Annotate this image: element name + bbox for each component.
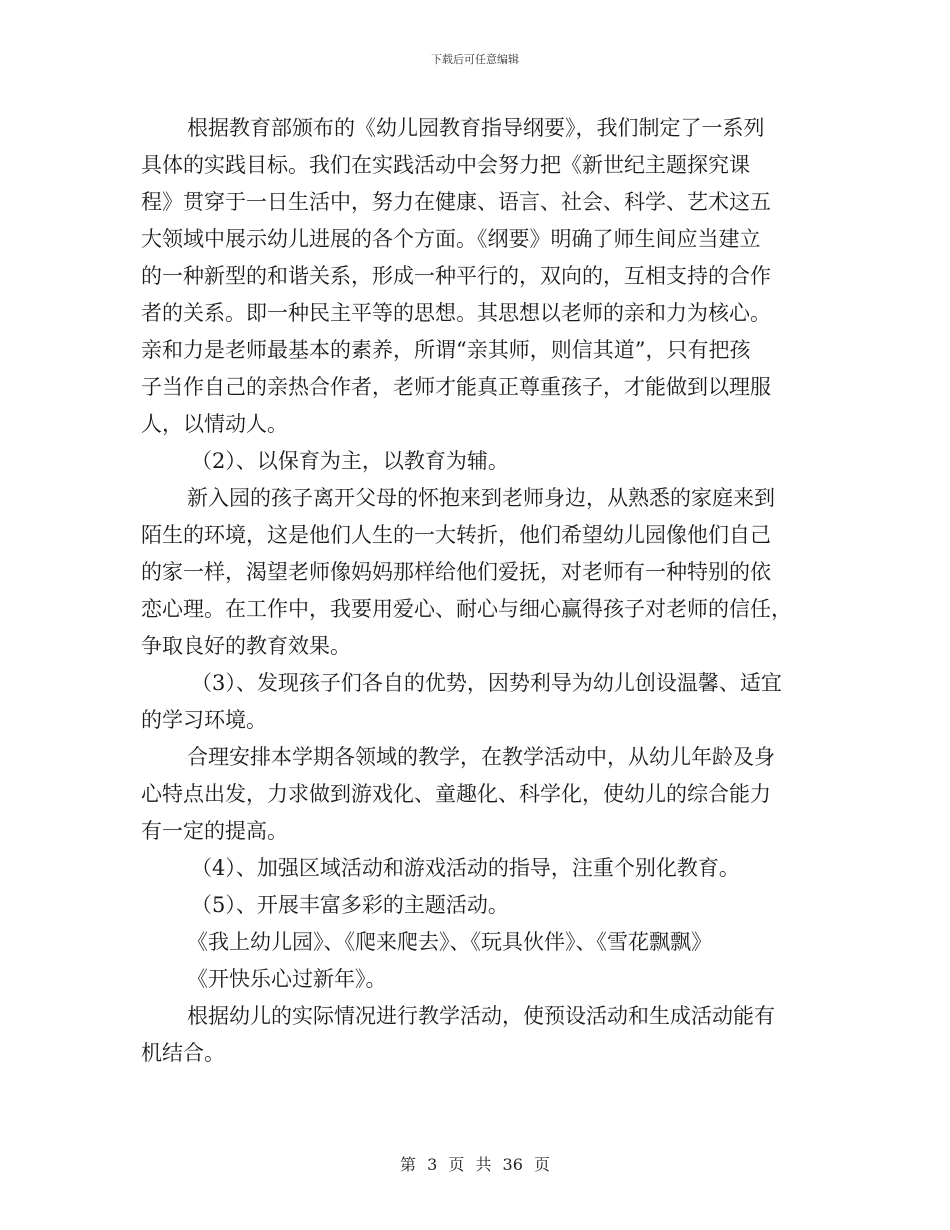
- paragraph-line: 心特点出发，力求做到游戏化、童趣化、科学化，使幼儿的综合能力: [141, 782, 771, 806]
- document-body: [141, 110, 809, 1072]
- paragraph-line: 的家一样，渴望老师像妈妈那样给他们爱抚，对老师有一种特别的依: [141, 560, 771, 584]
- paragraph-line: 子当作自己的亲热合作者，老师才能真正尊重孩子，才能做到以理服: [141, 375, 771, 399]
- paragraph-line: 《我上幼儿园》、《爬来爬去》、《玩具伙伴》、《雪花飘飘》: [187, 930, 712, 954]
- paragraph-line: 大领域中展示幼儿进展的各个方面。《纲要》明确了师生间应当建立: [141, 227, 761, 251]
- page-header: 下载后可任意编辑: [431, 53, 519, 66]
- section-heading: （2）、以保育为主，以教育为辅。: [191, 449, 509, 473]
- paragraph-line: 亲和力是老师最基本的素养，所谓“亲其师，则信其道”，只有把孩: [141, 338, 751, 362]
- paragraph-line: 具体的实践目标。我们在实践活动中会努力把《新世纪主题探究课: [141, 153, 750, 177]
- paragraph-line: 争取良好的教育效果。: [141, 634, 351, 658]
- paragraph-line: 人，以情动人。: [141, 412, 288, 436]
- paragraph-line: 程》贯穿于一日生活中，努力在健康、语言、社会、科学、艺术这五: [141, 190, 771, 214]
- paragraph-line: 根据幼儿的实际情况进行教学活动，使预设活动和生成活动能有: [187, 1004, 775, 1028]
- paragraph-line: 恋心理。在工作中，我要用爱心、耐心与细心赢得孩子对老师的信任，: [141, 597, 792, 621]
- paragraph-line: 者的关系。即一种民主平等的思想。其思想以老师的亲和力为核心。: [141, 301, 771, 325]
- paragraph-line: 《开快乐心过新年》。: [187, 967, 387, 991]
- paragraph-line: 陌生的环境，这是他们人生的一大转折，他们希望幼儿园像他们自己: [141, 523, 771, 547]
- section-heading: （5）、开展丰富多彩的主题活动。: [191, 893, 509, 917]
- section-heading: （4）、加强区域活动和游戏活动的指导，注重个别化教育。: [191, 856, 740, 880]
- paragraph-line: 的学习环境。: [141, 708, 267, 732]
- paragraph-line: 合理安排本学期各领域的教学，在教学活动中，从幼儿年龄及身: [187, 745, 775, 769]
- paragraph-line: 有一定的提高。: [141, 819, 288, 843]
- paragraph-line: 根据教育部颁布的《幼儿园教育指导纲要》，我们制定了一系列: [187, 116, 765, 140]
- paragraph-line: 新入园的孩子离开父母的怀抱来到老师身边，从熟悉的家庭来到: [187, 486, 775, 510]
- paragraph-line: 机结合。: [141, 1041, 225, 1065]
- paragraph-line: 的一种新型的和谐关系，形成一种平行的，双向的，互相支持的合作: [141, 264, 771, 288]
- section-heading: （3）、发现孩子们各自的优势，因势利导为幼儿创设温馨、适宜: [191, 671, 782, 695]
- page-footer: 第 3 页 共 36 页: [400, 1155, 550, 1174]
